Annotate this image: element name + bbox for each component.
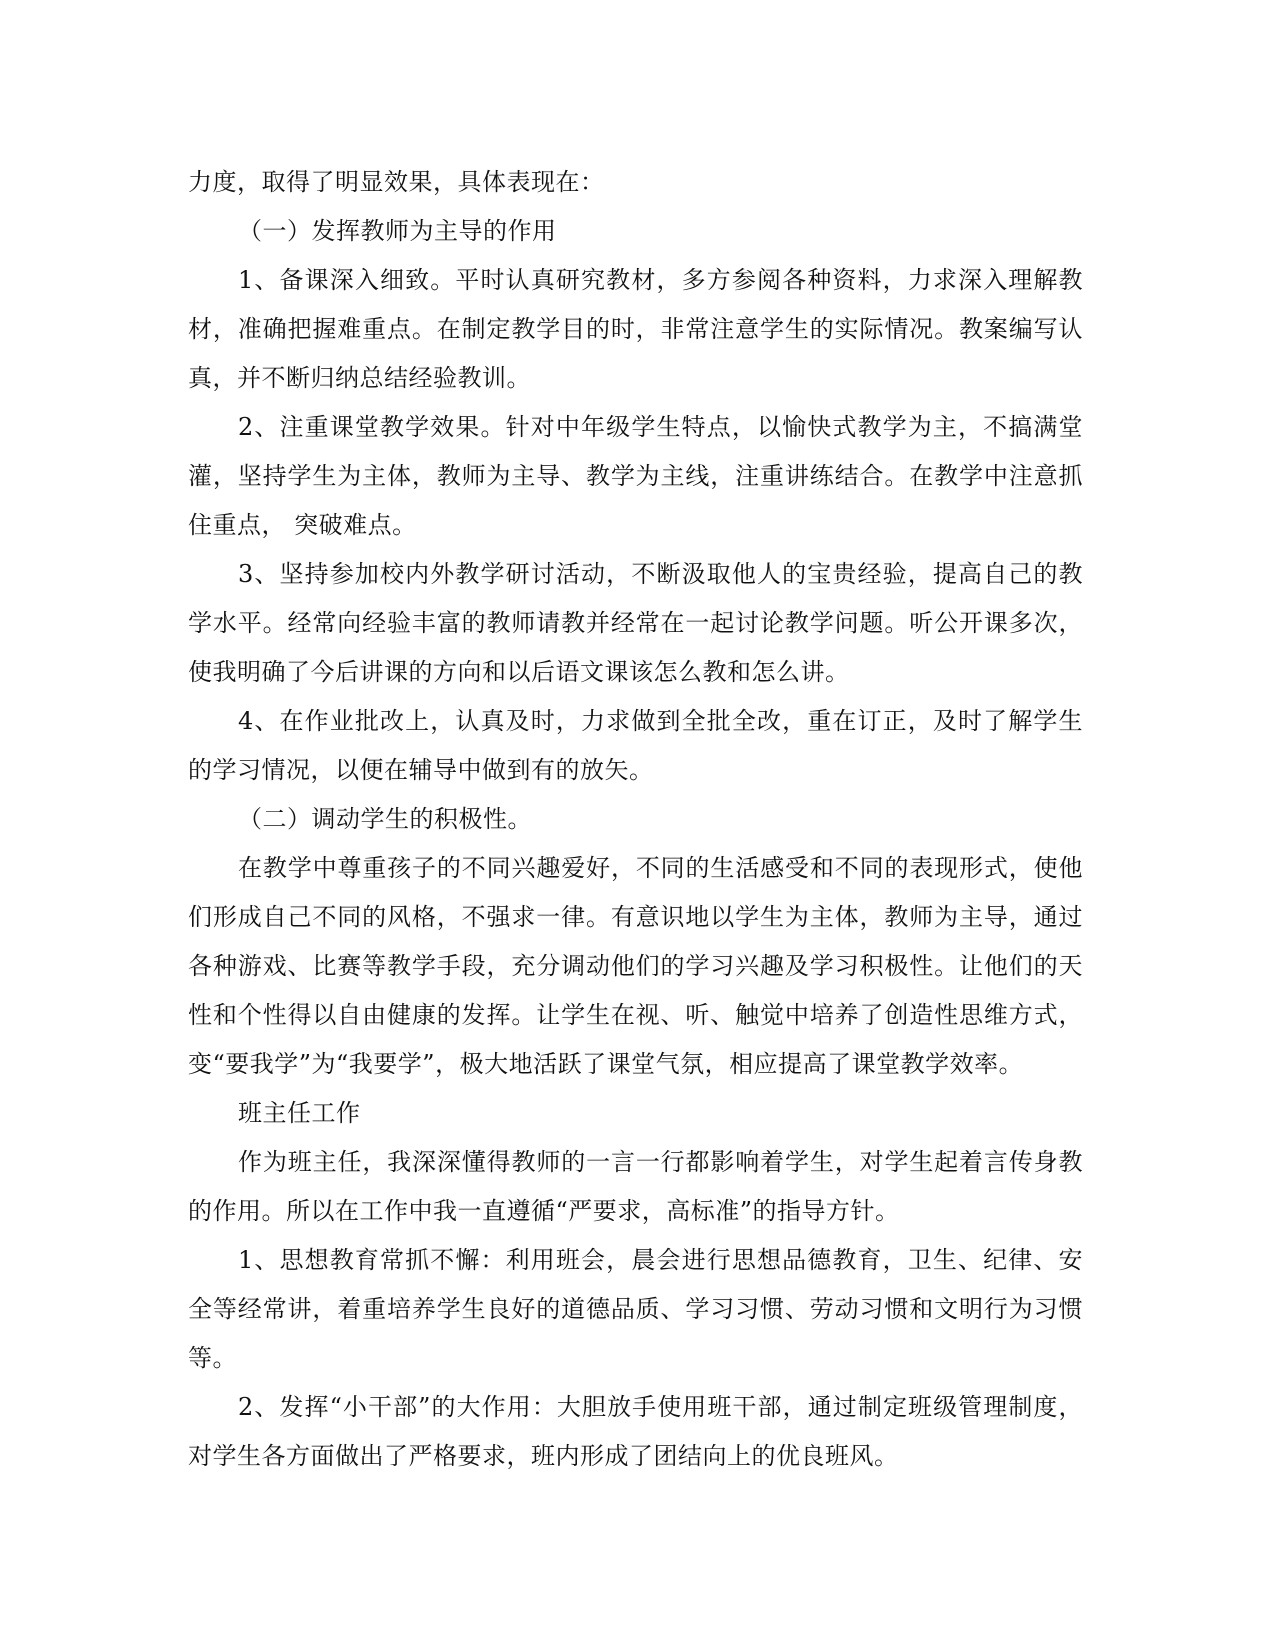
paragraph-moral-education: 1、思想教育常抓不懈：利用班会，晨会进行思想品德教育，卫生、纪律、安全等经常讲，着重培养学生良好的道德品质、学习习惯、劳动习惯和文明行为习惯等。 bbox=[188, 1246, 1083, 1372]
paragraph-homework-correction: 4、在作业批改上，认真及时，力求做到全批全改，重在订正，及时了解学生的学习情况，以便在辅导中做到有的放矢。 bbox=[188, 707, 1083, 784]
paragraph-role-model: 作为班主任，我深深懂得教师的一言一行都影响着学生，对学生起着言传身教的作用。所以在工作中我一直遵循“严要求，高标准”的指导方针。 bbox=[188, 1148, 1083, 1225]
paragraph-respect-interests: 在教学中尊重孩子的不同兴趣爱好，不同的生活感受和不同的表现形式，使他们形成自己不同的风格，不强求一律。有意识地以学生为主体，教师为主导，通过各种游戏、比赛等教学手段，充分调动他们的学习兴趣及学习积极性。让他们的天性和个性得以自由健康的发挥。让学生在视、听、触觉中培养了创造性思维方式，变“要我学”为“我要学”，极大地活跃了课堂气氛，相应提高了课堂教学效率。 bbox=[188, 854, 1083, 1078]
document-body bbox=[188, 158, 1083, 1481]
heading-student-motivation: （二）调动学生的积极性。 bbox=[238, 805, 532, 833]
paragraph-intro: 力度，取得了明显效果，具体表现在： bbox=[188, 168, 605, 196]
paragraph-lesson-prep: 1、备课深入细致。平时认真研究教材，多方参阅各种资料，力求深入理解教材，准确把握难重点。在制定教学目的时，非常注意学生的实际情况。教案编写认真，并不断归纳总结经验教训。 bbox=[188, 266, 1083, 392]
paragraph-classroom-effect: 2、注重课堂教学效果。针对中年级学生特点，以愉快式教学为主，不搞满堂灌，坚持学生为主体，教师为主导、教学为主线，注重讲练结合。在教学中注意抓住重点， 突破难点。 bbox=[188, 413, 1083, 539]
heading-class-teacher-work: 班主任工作 bbox=[238, 1099, 361, 1127]
heading-teacher-guidance: （一）发挥教师为主导的作用 bbox=[238, 217, 557, 245]
paragraph-class-cadres: 2、发挥“小干部”的大作用：大胆放手使用班干部，通过制定班级管理制度，对学生各方面做出了严格要求，班内形成了团结向上的优良班风。 bbox=[188, 1393, 1083, 1470]
paragraph-teaching-research: 3、坚持参加校内外教学研讨活动，不断汲取他人的宝贵经验，提高自己的教学水平。经常向经验丰富的教师请教并经常在一起讨论教学问题。听公开课多次，使我明确了今后讲课的方向和以后语文课该怎么教和怎么讲。 bbox=[188, 560, 1083, 686]
